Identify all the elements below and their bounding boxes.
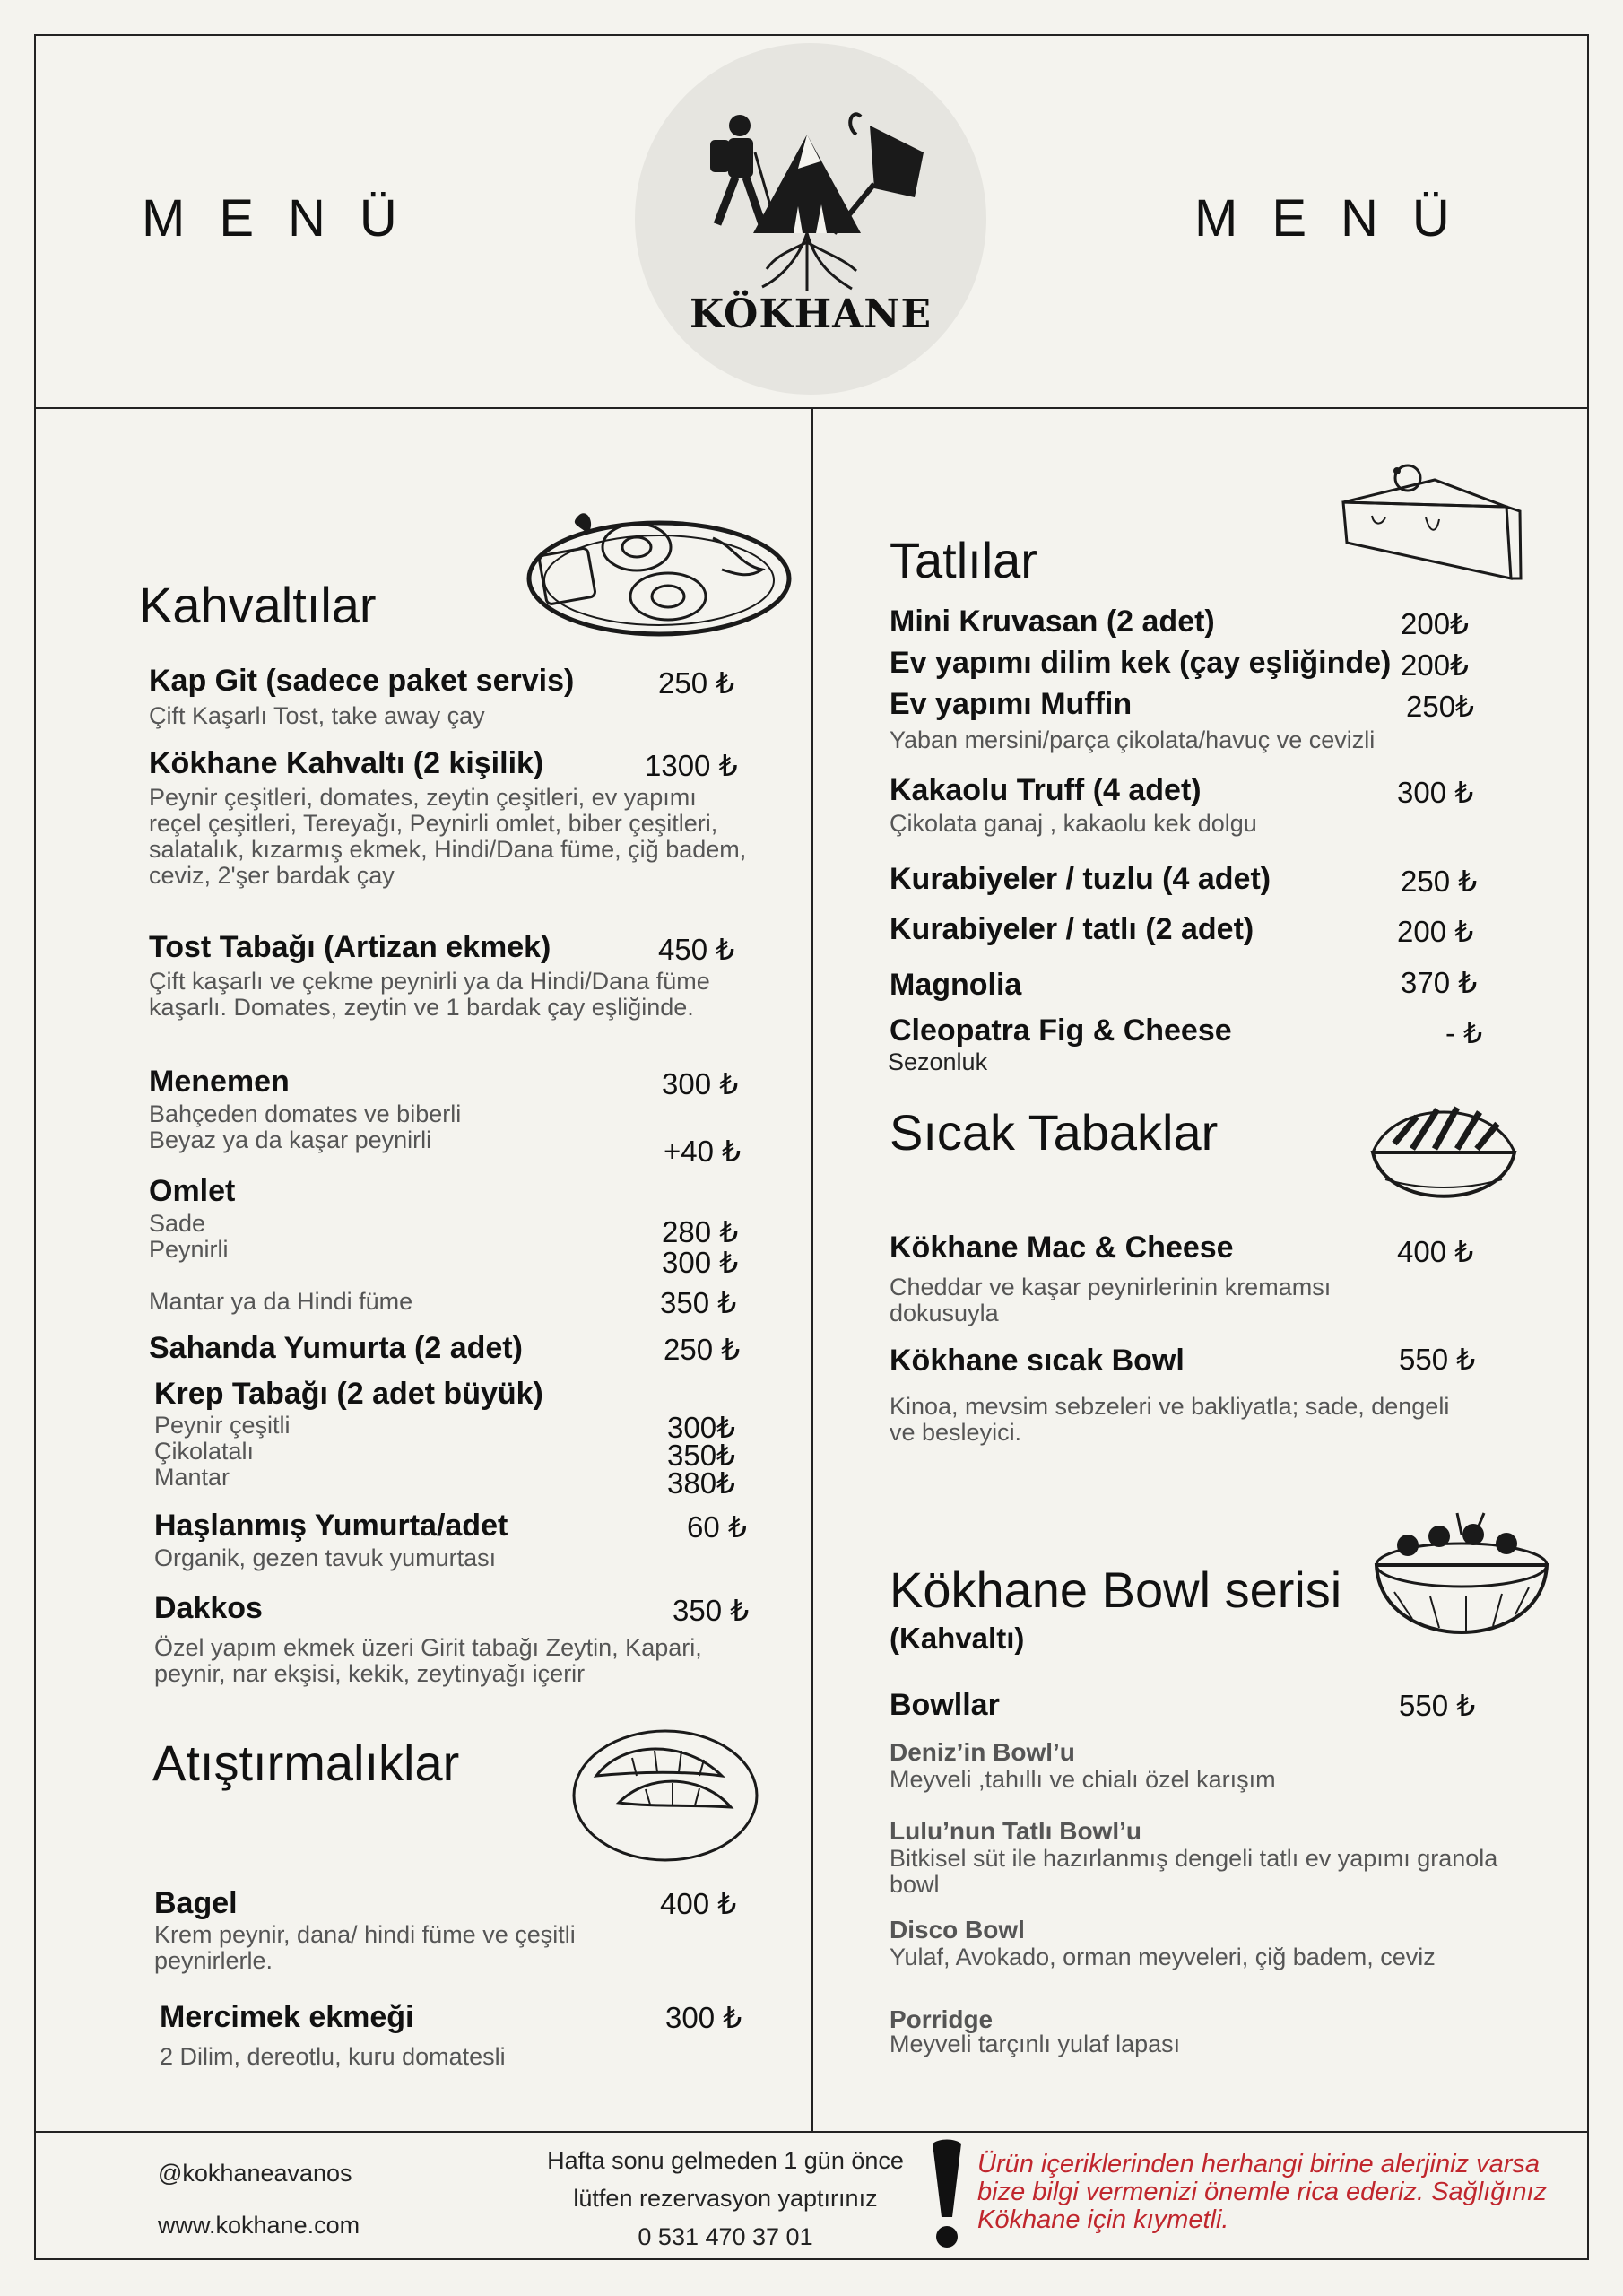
item-option: Peynir çeşitli <box>154 1412 291 1439</box>
item-desc: Çift kaşarlı ve çekme peynirli ya da Hindi/Dana füme kaşarlı. Domates, zeytin ve 1 bardak çay eşliğinde. <box>149 968 710 1021</box>
item-name: Krep Tabağı (2 adet büyük) <box>154 1377 543 1411</box>
item-price: 450 ₺ <box>658 933 735 966</box>
instagram-handle[interactable]: @kokhaneavanos <box>158 2160 352 2187</box>
item-price: 350 ₺ <box>673 1594 750 1627</box>
item-desc: Kinoa, mevsim sebzeleri ve bakliyatla; sade, dengeli ve besleyici. <box>890 1393 1450 1446</box>
item-price: 400 ₺ <box>1397 1235 1474 1268</box>
item-name: Sahanda Yumurta (2 adet) <box>149 1331 523 1365</box>
item-desc: Yaban mersini/parça çikolata/havuç ve cevizli <box>890 726 1376 753</box>
column-divider <box>812 409 813 2131</box>
item-desc: Bahçeden domates ve biberli <box>149 1100 462 1127</box>
item-desc: Çikolata ganaj , kakaolu kek dolgu <box>890 810 1257 837</box>
item-price: 250 ₺ <box>658 666 735 700</box>
item-desc: Peynir çeşitleri, domates, zeytin çeşitleri, ev yapımı reçel çeşitleri, Tereyağı, Peynirli omlet, biber çeşitleri, salatalık, kızarmış ekmek, Hindi/Dana füme, çiğ badem, ceviz, 2'şer bardak çay <box>149 784 747 889</box>
item-name: Kökhane sıcak Bowl <box>890 1344 1185 1378</box>
item-desc: Organik, gezen tavuk yumurtası <box>154 1544 497 1571</box>
kahvalti-title: Kahvaltılar <box>139 577 377 633</box>
item-price: 1300 ₺ <box>645 749 738 782</box>
item-name: Magnolia <box>890 968 1022 1002</box>
item-price: 300 ₺ <box>662 1246 739 1279</box>
item-name: Ev yapımı Muffin <box>890 687 1133 721</box>
item-name: Haşlanmış Yumurta/adet <box>154 1509 508 1543</box>
item-name: Dakkos <box>154 1591 263 1625</box>
item-name: Omlet <box>149 1174 236 1208</box>
item-price: 400 ₺ <box>660 1887 737 1920</box>
item-desc: Beyaz ya da kaşar peynirli <box>149 1126 432 1153</box>
hiker-mountain-logo-icon <box>690 99 959 296</box>
bowl-desc: Meyveli tarçınlı yulaf lapası <box>890 2031 1181 2057</box>
item-desc: Sezonluk <box>888 1048 988 1075</box>
breakfast-plate-illustration-icon <box>525 498 794 641</box>
item-option: Sade <box>149 1210 206 1237</box>
bowl-name: Disco Bowl <box>890 1916 1025 1944</box>
reservation-line1: Hafta sonu gelmeden 1 gün önce <box>547 2147 904 2174</box>
item-desc: Cheddar ve kaşar peynirlerinin kremamsı dokusuyla <box>890 1274 1332 1326</box>
item-option: Çikolatalı <box>154 1438 255 1465</box>
item-name: Kap Git (sadece paket servis) <box>149 664 575 698</box>
item-name: Ev yapımı dilim kek (çay eşliğinde) <box>890 646 1392 680</box>
item-name: Bagel <box>154 1886 238 1920</box>
bowl-name: Deniz’in Bowl’u <box>890 1738 1075 1766</box>
item-price: 380₺ <box>667 1466 736 1500</box>
bowl-title: Kökhane Bowl serisi <box>890 1561 1342 1618</box>
website-link[interactable]: www.kokhane.com <box>158 2212 360 2239</box>
item-name: Kökhane Kahvaltı (2 kişilik) <box>149 746 544 780</box>
atistirmalik-title: Atıştırmalıklar <box>152 1735 460 1791</box>
item-price: 280 ₺ <box>662 1215 739 1248</box>
cheesecake-illustration-icon <box>1336 453 1524 592</box>
pasta-bowl-illustration-icon <box>1367 1090 1520 1215</box>
item-name: Cleopatra Fig & Cheese <box>890 1013 1232 1048</box>
menu-title-right: MENÜ <box>1194 189 1484 248</box>
item-name: Mini Kruvasan (2 adet) <box>890 604 1215 639</box>
item-name: Kurabiyeler / tuzlu (4 adet) <box>890 862 1271 896</box>
bowl-subtitle: (Kahvaltı) <box>890 1622 1025 1655</box>
bowl-desc: Meyveli ,tahıllı ve chialı özel karışım <box>890 1766 1276 1793</box>
item-price: 250 ₺ <box>1401 865 1478 898</box>
reservation-line2: lütfen rezervasyon yaptırınız <box>573 2185 878 2212</box>
bowl-desc: Yulaf, Avokado, orman meyveleri, çiğ badem, ceviz <box>890 1944 1436 1970</box>
item-price: 250₺ <box>1406 690 1475 723</box>
item-name: Bowllar <box>890 1688 1000 1722</box>
item-option: Peynirli <box>149 1236 229 1263</box>
item-name: Menemen <box>149 1065 290 1099</box>
item-price: 550 ₺ <box>1399 1689 1476 1722</box>
allergy-warning: Ürün içeriklerinden herhangi birine alerjiniz varsa bize bilgi vermenizi önemle rica ederiz. Sağlığınız Kökhane için kıymetli. <box>977 2150 1548 2234</box>
item-name: Tost Tabağı (Artizan ekmek) <box>149 930 551 964</box>
item-desc: Çift Kaşarlı Tost, take away çay <box>149 702 485 729</box>
item-price: 200₺ <box>1401 648 1470 682</box>
item-name: Kurabiyeler / tatlı (2 adet) <box>890 912 1254 946</box>
item-price: 370 ₺ <box>1401 966 1478 999</box>
tatli-title: Tatlılar <box>890 532 1037 588</box>
brand-name: KÖKHANE <box>689 291 933 337</box>
item-name: Kakaolu Truff (4 adet) <box>890 773 1202 807</box>
item-price: 60 ₺ <box>687 1510 747 1544</box>
bowl-name: Lulu’nun Tatlı Bowl’u <box>890 1817 1141 1845</box>
item-price-extra: +40 ₺ <box>664 1135 742 1168</box>
croissant-plate-illustration-icon <box>569 1722 762 1866</box>
item-price: 300 ₺ <box>665 2001 742 2034</box>
menu-title-left: MENÜ <box>142 189 431 248</box>
item-price: 300 ₺ <box>1397 776 1474 809</box>
item-desc: Krem peynir, dana/ hindi füme ve çeşitli peynirlerle. <box>154 1921 576 1974</box>
granola-bowl-illustration-icon <box>1367 1502 1556 1664</box>
phone-number[interactable]: 0 531 470 37 01 <box>638 2223 813 2250</box>
bowl-desc: Bitkisel süt ile hazırlanmış dengeli tatlı ev yapımı granola bowl <box>890 1845 1498 1898</box>
item-price: 200₺ <box>1401 607 1470 640</box>
item-name: Mercimek ekmeği <box>160 2000 414 2034</box>
item-price: 300₺ <box>667 1411 736 1444</box>
sicak-title: Sıcak Tabaklar <box>890 1104 1219 1161</box>
item-price: 250 ₺ <box>664 1333 741 1366</box>
bowl-name: Porridge <box>890 2005 994 2033</box>
footer-divider <box>34 2131 1589 2133</box>
exclamation-icon <box>924 2136 968 2253</box>
item-price: - ₺ <box>1445 1016 1483 1049</box>
item-desc: Özel yapım ekmek üzeri Girit tabağı Zeytin, Kapari, peynir, nar ekşisi, kekik, zeytinyağı içerir <box>154 1634 702 1687</box>
item-desc: 2 Dilim, dereotlu, kuru domatesli <box>160 2043 506 2070</box>
item-price: 300 ₺ <box>662 1067 739 1100</box>
item-price: 550 ₺ <box>1399 1343 1476 1376</box>
item-price: 200 ₺ <box>1397 915 1474 948</box>
item-name: Kökhane Mac & Cheese <box>890 1231 1234 1265</box>
item-price: 350 ₺ <box>660 1286 737 1319</box>
item-price: 350₺ <box>667 1439 736 1472</box>
item-option: Mantar ya da Hindi füme <box>149 1288 413 1315</box>
item-option: Mantar <box>154 1464 230 1491</box>
